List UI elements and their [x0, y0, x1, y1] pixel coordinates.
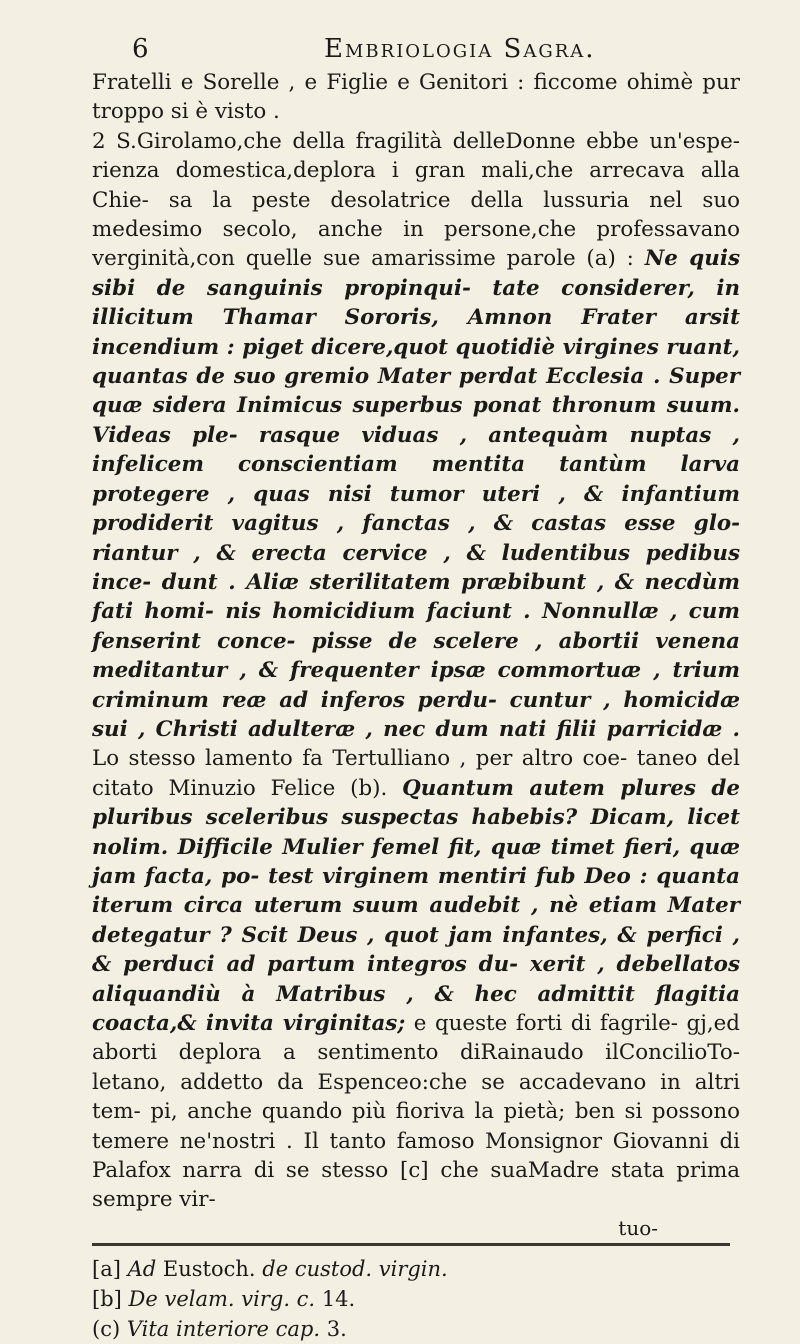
running-title: Embriologia Sagra.: [324, 34, 596, 64]
latin-quote-jerome: Ne quis sibi de sanguinis propinqui- tate considerer, in illicitum Thamar Sororis, Amnon Frater arsit incendium : piget dicere,quot quotidiè virgines ruant, quantas de suo gremio Mater perdat Ecclesia . Super quæ sidera Inimicus superbus ponat thronum suum. Videas ple- rasque viduas , antequàm nuptas , infelicem conscientiam mentita tantùm larva protegere , quas nisi tumor uteri , & infantium prodiderit vagitus , fanctas , & castas esse glo- riantur , & erecta cervice , & ludentibus pedibus ince- dunt . Aliæ sterilitatem præbibunt , & necdùm fati homi- nis homicidium faciunt . Nonnullæ , cum fenserint conce- pisse de scelere , abortii venena meditantur , & frequenter ipsæ commortuæ , trium criminum reæ ad inferos perdu- cuntur , homicidæ sui , Christi adulteræ , nec dum nati filii parricidæ .: [92, 246, 740, 742]
footnote-text: Ad: [127, 1256, 157, 1281]
footnote-c: [92, 1314, 740, 1344]
catchword: tuo-: [618, 1215, 658, 1240]
body-text: [92, 68, 740, 1215]
running-head: [92, 34, 740, 68]
footnotes: [92, 1254, 740, 1344]
paragraph-continuation: Fratelli e Sorelle , e Figlie e Genitori : ficcome ohimè pur troppo si è visto .: [92, 70, 740, 125]
page-number: 6: [132, 34, 150, 64]
footnote-text: 3.: [326, 1316, 347, 1341]
footnote-text: Vita interiore cap.: [126, 1316, 321, 1341]
footnote-text: Eustoch.: [162, 1256, 256, 1281]
footnote-text: de custod. virgin.: [262, 1256, 448, 1281]
italian-text-b: Lo stesso lamento fa Tertulliano , per altro coe- taneo del citato Minuzio Felice (b).: [92, 746, 740, 801]
footnote-rule: [92, 1243, 730, 1246]
paragraph-number: 2: [92, 128, 106, 154]
footnote-mark: [a]: [92, 1256, 121, 1281]
paragraph-2: [92, 127, 740, 1215]
footnote-b: [92, 1284, 740, 1314]
footnote-a: [92, 1254, 740, 1284]
italian-text-c: e queste forti di fagrile- gj,ed aborti deplora a sentimento diRainaudo ilConcilioTo- letano, addetto da Espenceo:che se accadevano in altri tem- pi, anche quando più fioriva la pietà; ben si possono temere ne'nostri . Il tanto famoso Monsignor Giovanni di Palafox narra di se stesso [c] che suaMadre stata prima sempre vir-: [92, 1011, 740, 1213]
footnote-text: De velam. virg. c.: [128, 1286, 316, 1311]
italian-text-a: S.Girolamo,che della fragilità delleDonne ebbe un'espe- rienza domestica,deplora i gran mali,che arrecava alla Chie- sa la peste desolatrice della lussuria nel suo medesimo secolo, anche in persone,che professavano verginità,con quelle sue amarissime parole (a) :: [92, 128, 740, 272]
latin-quote-tertullian: Quantum autem plures de pluribus sceleribus suspectas habebis? Dicam, licet nolim. Difficile Mulier femel fit, quæ timet fieri, quæ jam facta, po- test virginem mentiri fub Deo : quanta iterum circa uterum suum audebit , nè etiam Mater detegatur ? Scit Deus , quot jam infantes, & perfici , & perduci ad partum integros du- xerit , debellatos aliquandiù à Matribus , & hec admittit flagitia coacta,& invita virginitas;: [92, 775, 740, 1036]
footnote-text: 14.: [321, 1286, 356, 1311]
footnote-mark: (c): [92, 1316, 121, 1341]
footnote-mark: [b]: [92, 1286, 122, 1311]
